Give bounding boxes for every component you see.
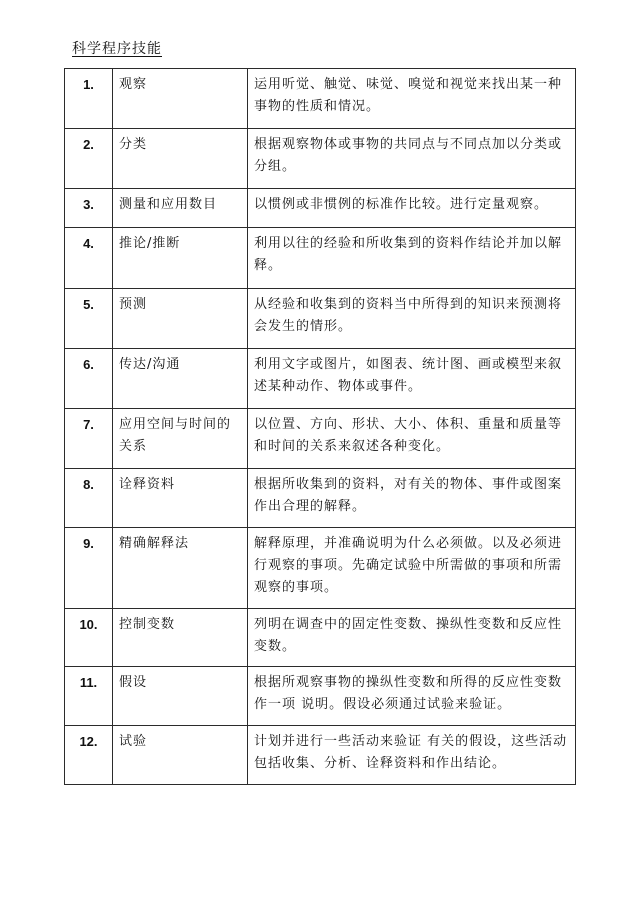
- skill-name: 控制变数: [113, 609, 248, 667]
- skill-description: 从经验和收集到的资料当中所得到的知识来预测将会发生的情形。: [248, 289, 576, 349]
- table-row: [65, 667, 576, 726]
- row-number: 7.: [65, 409, 113, 469]
- skill-description: 计划并进行一些活动来验证 有关的假设，这些活动包括收集、分析、诠释资料和作出结论。: [248, 726, 576, 785]
- row-number: 2.: [65, 129, 113, 189]
- table-row: [65, 469, 576, 528]
- row-number: 9.: [65, 528, 113, 609]
- row-number: 8.: [65, 469, 113, 528]
- skill-description: 根据所收集到的资料，对有关的物体、事件或图案作出合理的解释。: [248, 469, 576, 528]
- skill-name: 预测: [113, 289, 248, 349]
- skill-name: 推论/推断: [113, 228, 248, 289]
- table-row: [65, 289, 576, 349]
- skill-name: 精确解释法: [113, 528, 248, 609]
- skill-name: 分类: [113, 129, 248, 189]
- skill-description: 根据观察物体或事物的共同点与不同点加以分类或分组。: [248, 129, 576, 189]
- row-number: 4.: [65, 228, 113, 289]
- table-row: [65, 528, 576, 609]
- table-row: [65, 609, 576, 667]
- skill-description: 解释原理，并准确说明为什么必须做。以及必须进行观察的事项。先确定试验中所需做的事项和所需观察的事项。: [248, 528, 576, 609]
- skill-name: 诠释资料: [113, 469, 248, 528]
- skill-description: 以惯例或非惯例的标准作比较。进行定量观察。: [248, 189, 576, 228]
- row-number: 6.: [65, 349, 113, 409]
- skill-description: 运用听觉、触觉、味觉、嗅觉和视觉来找出某一种事物的性质和情况。: [248, 69, 576, 129]
- table-row: [65, 349, 576, 409]
- skill-name: 假设: [113, 667, 248, 726]
- row-number: 1.: [65, 69, 113, 129]
- skill-description: 列明在调查中的固定性变数、操纵性变数和反应性变数。: [248, 609, 576, 667]
- document-title: 科学程序技能: [72, 41, 162, 57]
- table-row: [65, 129, 576, 189]
- row-number: 12.: [65, 726, 113, 785]
- skill-name: 传达/沟通: [113, 349, 248, 409]
- skill-description: 利用文字或图片，如图表、统计图、画或模型来叙述某种动作、物体或事件。: [248, 349, 576, 409]
- skill-description: 根据所观察事物的操纵性变数和所得的反应性变数作一项 说明。假设必须通过试验来验证。: [248, 667, 576, 726]
- skill-name: 观察: [113, 69, 248, 129]
- table-row: [65, 409, 576, 469]
- skill-name: 测量和应用数目: [113, 189, 248, 228]
- table-row: [65, 189, 576, 228]
- table-row: [65, 726, 576, 785]
- row-number: 11.: [65, 667, 113, 726]
- row-number: 5.: [65, 289, 113, 349]
- row-number: 3.: [65, 189, 113, 228]
- table-row: [65, 69, 576, 129]
- skill-name: 应用空间与时间的关系: [113, 409, 248, 469]
- science-skills-table: [64, 68, 576, 785]
- skill-description: 利用以往的经验和所收集到的资料作结论并加以解释。: [248, 228, 576, 289]
- table-row: [65, 228, 576, 289]
- skill-description: 以位置、方向、形状、大小、体积、重量和质量等和时间的关系来叙述各种变化。: [248, 409, 576, 469]
- row-number: 10.: [65, 609, 113, 667]
- skill-name: 试验: [113, 726, 248, 785]
